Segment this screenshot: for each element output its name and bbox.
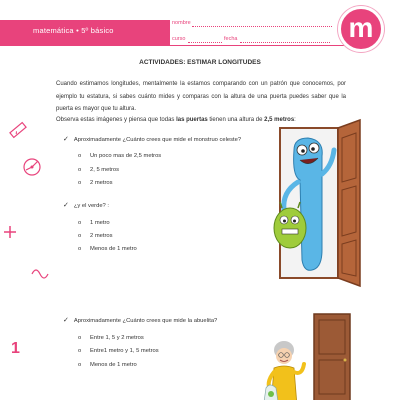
wavy-line-icon (30, 262, 50, 282)
separator: • (76, 26, 79, 35)
plus-icon (0, 222, 20, 242)
subject-grade (33, 26, 114, 35)
compass-icon (20, 155, 44, 179)
bullet-icon: o (78, 233, 82, 239)
page-title: ACTIVIDADES: ESTIMAR LONGITUDES (139, 59, 261, 66)
logo-letter: m (348, 12, 374, 43)
option-3-b[interactable] (78, 348, 159, 354)
page-number: 1 (11, 340, 20, 357)
option-2-a[interactable] (78, 220, 110, 226)
question-text: Aproximadamente ¿Cuánto crees que mide el monstruo celeste? (73, 137, 242, 143)
check-icon: ✓ (63, 202, 69, 209)
option-label: 2 metros (90, 233, 113, 239)
option-label: Menos de 1 metro (90, 246, 137, 252)
bullet-icon: o (78, 153, 82, 159)
option-1-b[interactable] (78, 167, 119, 173)
intro-paragraph: Cuando estimamos longitudes, mentalmente la estamos comparando con un patrón que conocemos, por ejemplo tu estatura, si sabes cuánto mides y comparas con la altura de una puerta puedes saber que la puerta es mayor que tu altura. (56, 81, 346, 112)
question-2 (63, 201, 109, 209)
subject-label: matemática (33, 26, 74, 35)
bullet-icon: o (78, 362, 82, 368)
check-icon: ✓ (63, 317, 69, 324)
instruction-note (56, 117, 296, 123)
question-text: Aproximadamente ¿Cuánto crees que mide la abuelita? (73, 318, 218, 324)
option-label: Entre1 metro y 1, 5 metros (90, 348, 159, 354)
ruler-icon (8, 120, 28, 140)
date-field[interactable] (240, 42, 330, 43)
bullet-icon: o (78, 348, 82, 354)
date-label: fecha (224, 36, 238, 42)
grade-label: 5º básico (81, 26, 114, 35)
note-text-after: tienen una altura de (207, 117, 265, 123)
option-2-b[interactable] (78, 233, 113, 239)
check-icon: ✓ (63, 136, 69, 143)
brand-logo (338, 6, 384, 52)
name-label: nombre (172, 20, 191, 26)
header-fields (170, 13, 360, 45)
question-3 (63, 316, 217, 324)
option-label: 2 metros (90, 180, 113, 186)
bullet-icon: o (78, 246, 82, 252)
bullet-icon: o (78, 335, 82, 341)
note-colon: : (294, 117, 296, 123)
option-label: Un poco mas de 2,5 metros (90, 153, 162, 159)
door-grandmother-illustration (262, 310, 392, 400)
option-label: Entre 1, 5 y 2 metros (90, 335, 144, 341)
option-3-a[interactable] (78, 335, 144, 341)
course-field[interactable] (188, 42, 222, 43)
door-monsters-illustration (268, 120, 388, 290)
door-height: 2,5 metros (264, 117, 295, 123)
option-1-a[interactable] (78, 153, 161, 159)
option-label: 1 metro (90, 220, 110, 226)
bullet-icon: o (78, 180, 82, 186)
option-label: Menos de 1 metro (90, 362, 137, 368)
question-1 (63, 135, 241, 143)
name-field[interactable] (192, 26, 332, 27)
bullet-icon: o (78, 220, 82, 226)
question-text: ¿y el verde? : (73, 203, 109, 209)
bullet-icon: o (78, 167, 82, 173)
option-2-c[interactable] (78, 246, 137, 252)
option-3-c[interactable] (78, 362, 137, 368)
option-label: 2, 5 metros (90, 167, 119, 173)
note-text: Observa estas imágenes y piensa que todas (56, 117, 177, 123)
course-label: curso (172, 36, 186, 42)
note-bold: las puertas (176, 117, 208, 123)
option-1-c[interactable] (78, 180, 113, 186)
